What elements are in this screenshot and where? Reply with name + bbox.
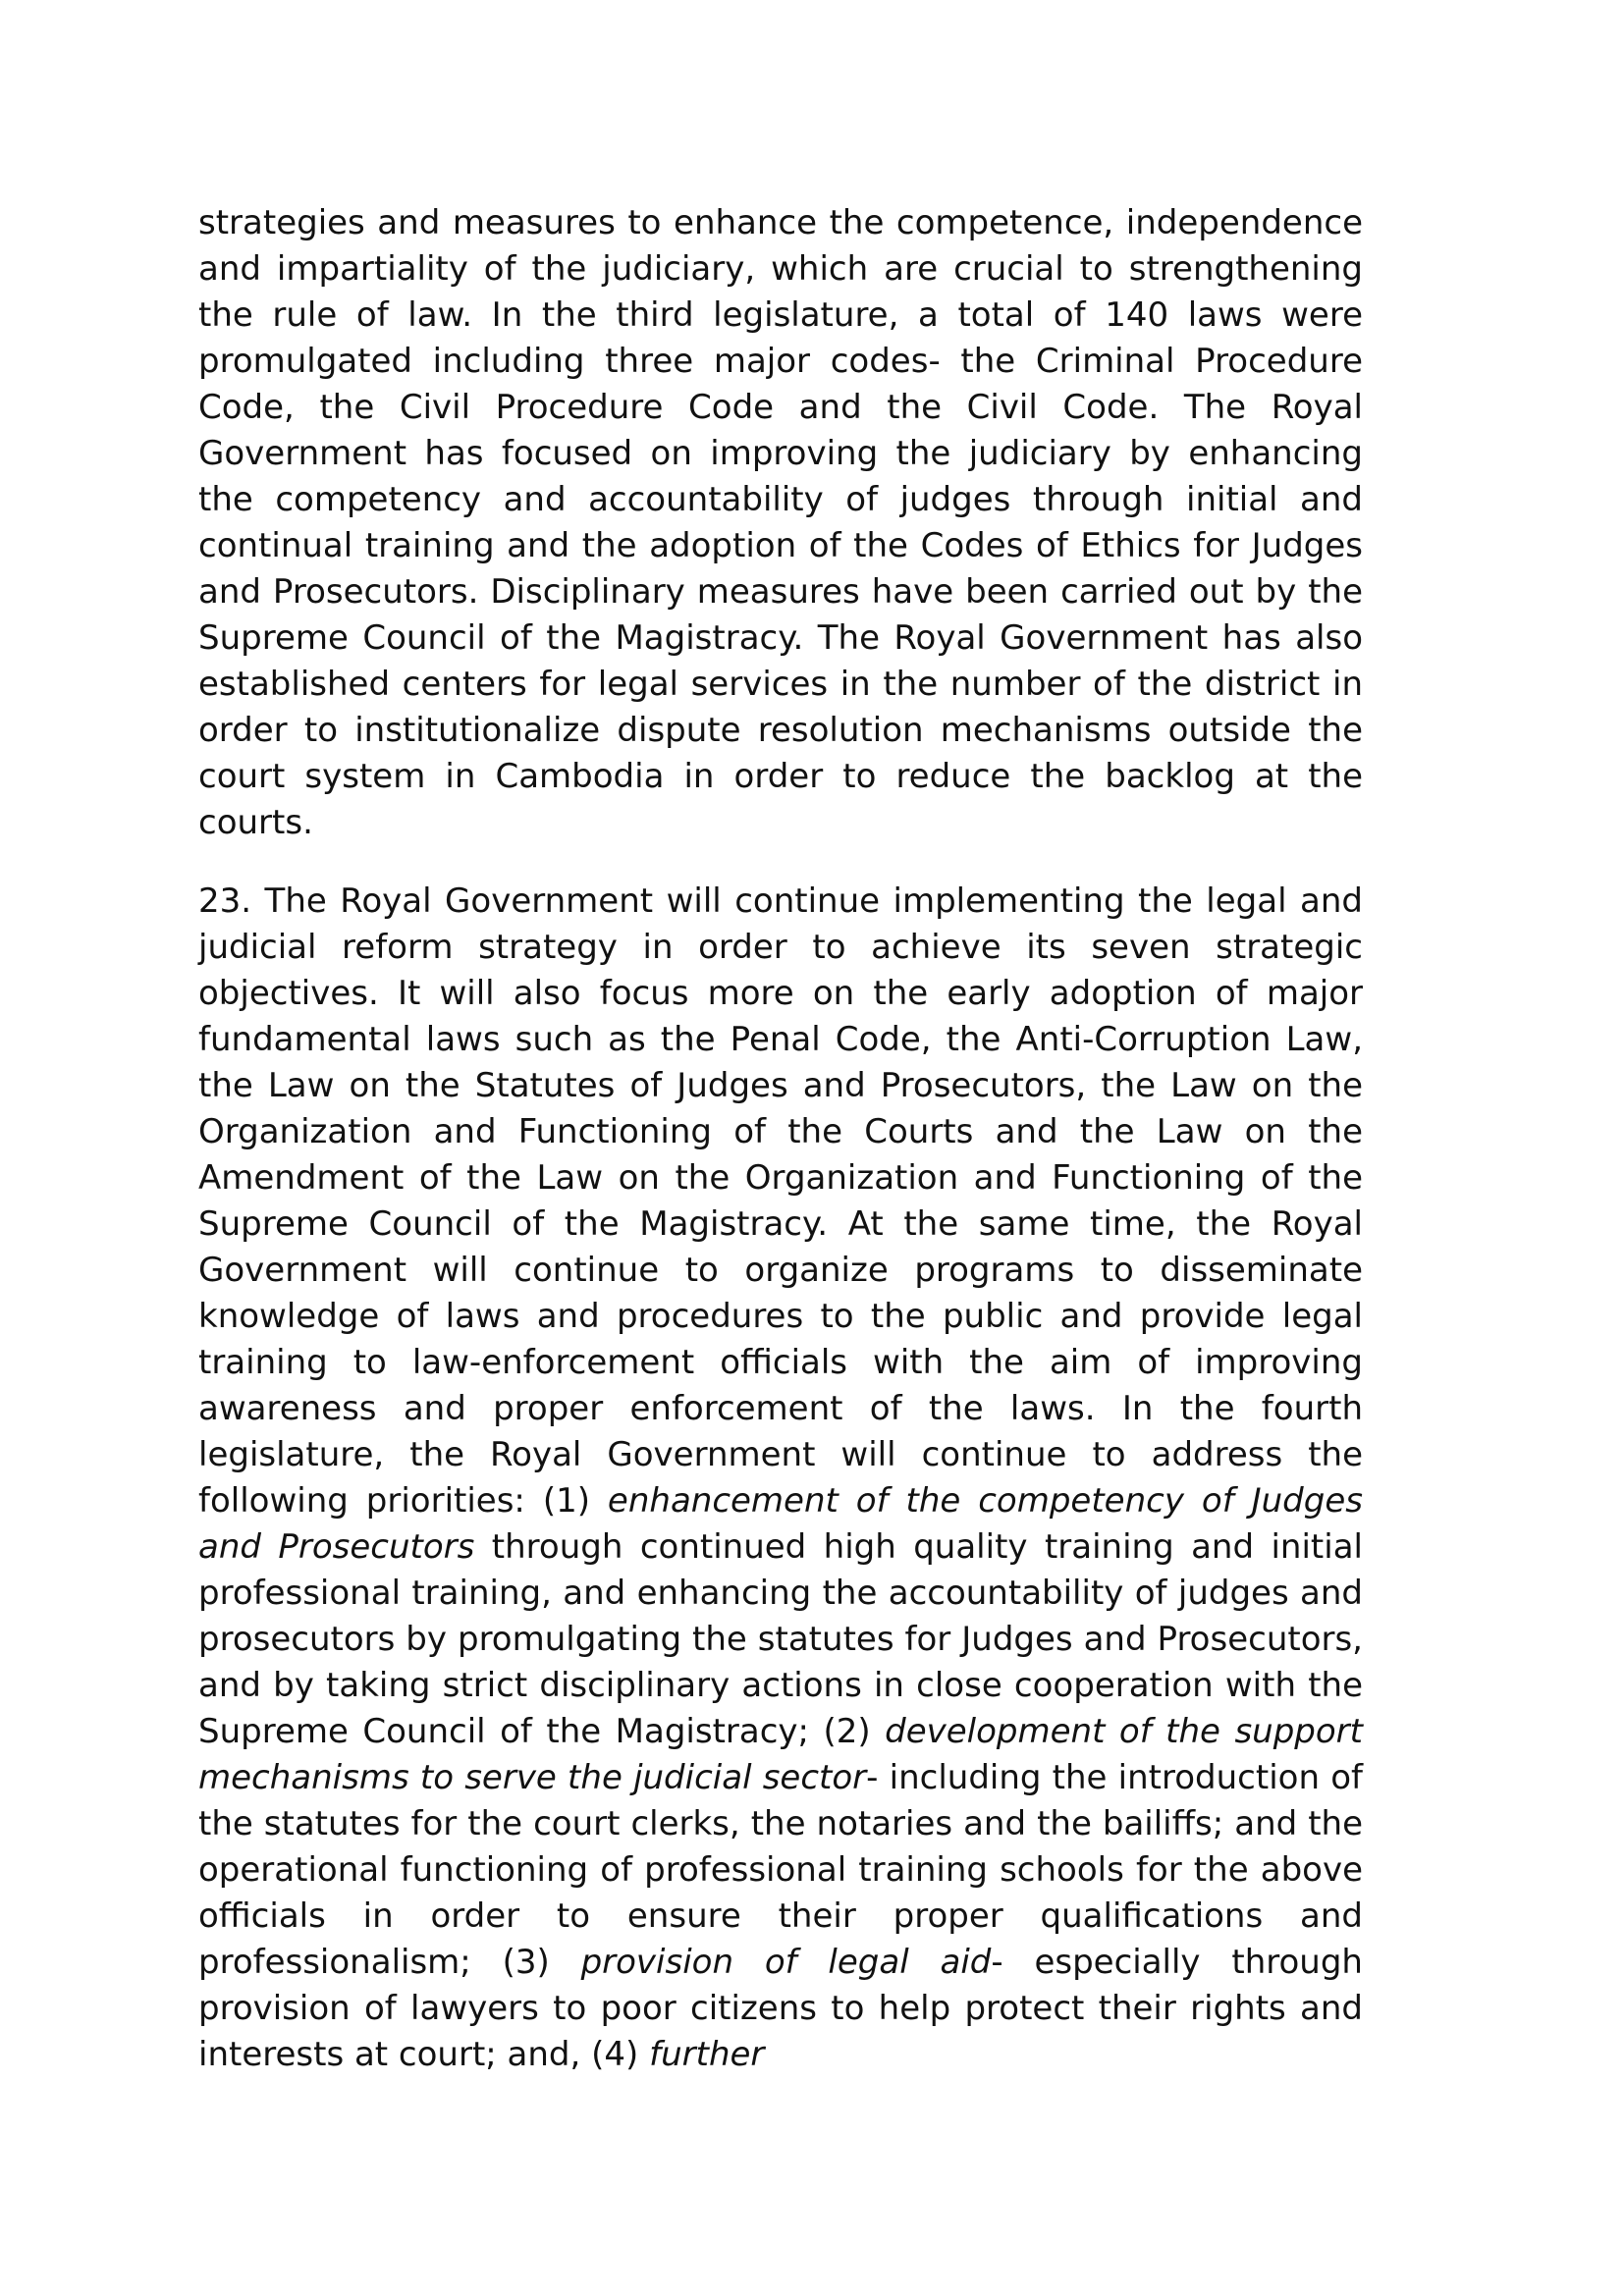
paragraph-intro: 23. The Royal Government will continue implementing the legal and judicial reform strategy in order to achieve its seven strategic objectives. It will also focus more on the early adoption of major fundamental laws such as the Penal Code, the Anti-Corruption Law, the Law on the Statutes of Judges and Prosecutors, the Law on the Organization and Functioning of the Courts and the Law on the Amendment of the Law on the Organization and Functioning of the Supreme Council of the Magistracy. At the same time, the Royal Government will continue to organize programs to disseminate knowledge of laws and procedures to the public and provide legal training to law-enforcement officials with the aim of improving awareness and proper enforcement of the laws. In the fourth legislature, the Royal Government will continue to address the following priorities: (1) (198, 881, 1363, 1521)
paragraph-judicial-competence (198, 200, 1363, 846)
priority-1-title: enhancement of the competency of Judges and Prosecutors (198, 1481, 1363, 1567)
priority-3-text: - especially through provision of lawyers to poor citizens to help protect their rights and interests at court; and, (4) (198, 1943, 1363, 2074)
priority-4-title: further (649, 2035, 765, 2074)
paragraph-text: strategies and measures to enhance the competence, independence and impartiality of the judiciary, which are crucial to strengthening the rule of law. In the third legislature, a total of 140 laws were promulgated including three major codes- the Criminal Procedure Code, the Civil Procedure Code and the Civil Code. The Royal Government has focused on improving the judiciary by enhancing the competency and accountability of judges through initial and continual training and the adoption of the Codes of Ethics for Judges and Prosecutors. Disciplinary measures have been carried out by the Supreme Council of the Magistracy. The Royal Government has also established centers for legal services in the number of the district in order to institutionalize dispute resolution mechanisms outside the court system in Cambodia in order to reduce the backlog at the courts. (198, 203, 1363, 842)
priority-2-title: development of the support mechanisms to serve the judicial sector (198, 1712, 1363, 1797)
document-page (198, 200, 1363, 2078)
priority-2-text: - including the introduction of the statutes for the court clerks, the notaries and the bailiffs; and the operational functioning of professional training schools for the above officials in order to ensure their proper qualifications and professionalism; (3) (198, 1758, 1363, 1982)
priority-1-text: through continued high quality training and initial professional training, and enhancing the accountability of judges and prosecutors by promulgating the statutes for Judges and Prosecutors, and by taking strict disciplinary actions in close cooperation with the Supreme Council of the Magistracy; (2) (198, 1527, 1363, 1751)
priority-3-title: provision of legal aid (580, 1943, 992, 1982)
paragraph-23-reform-strategy (198, 879, 1363, 2078)
